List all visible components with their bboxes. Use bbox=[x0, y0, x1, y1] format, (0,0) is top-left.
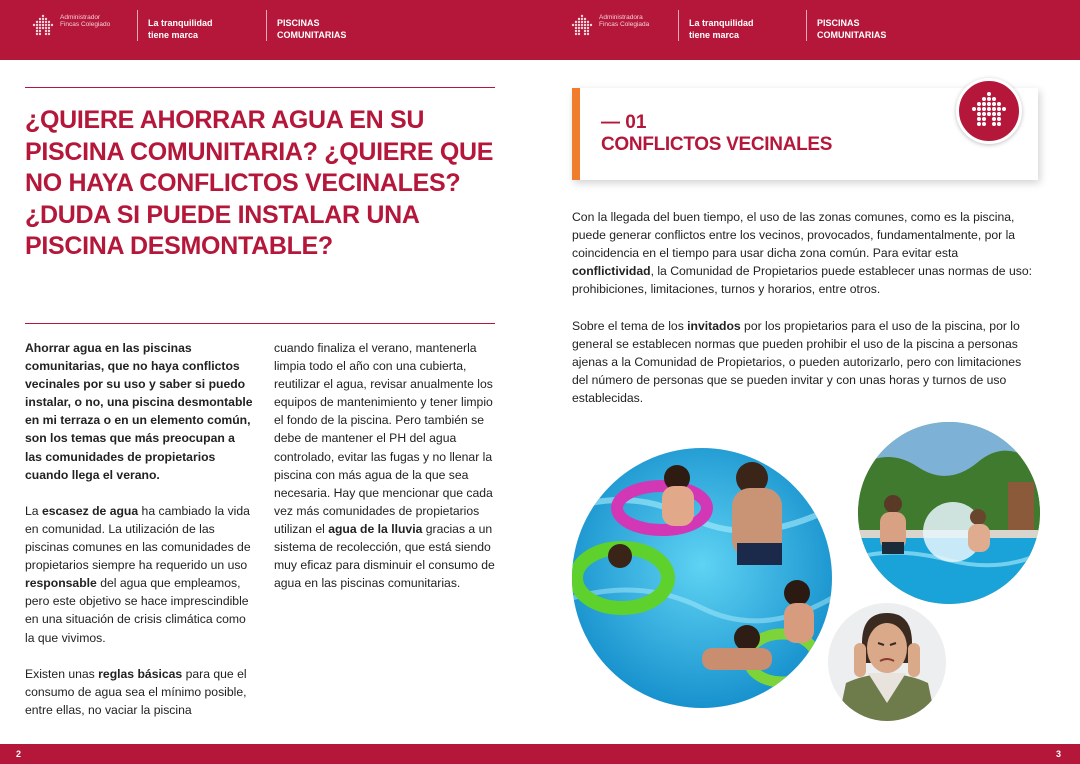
card-accent-bar bbox=[572, 88, 580, 180]
annoyed-woman-photo bbox=[828, 603, 946, 721]
page-number: 3 bbox=[1056, 749, 1062, 759]
header-section: PISCINAS COMUNITARIAS bbox=[277, 18, 347, 40]
header-tagline: La tranquilidad tiene marca bbox=[148, 18, 213, 40]
paragraph: Existen unas reglas básicas para que el consumo de agua sea el mínimo posible, entre ellas, no vaciar la piscina bbox=[25, 666, 247, 717]
paragraph: cuando finaliza el verano, mantenerla limpia todo el año con una cubierta, reutilizar el agua, revisar anualmente los equipos de mantenimiento y tener limpio el fondo de la piscina. Pero también se debe de mantener el PH del agua controlado, evitar las fugas y no llenar la piscina con más agua de la que sea necesaria. Hay que mencionar que cada vez más comunidades de propietarios utilizan el agua de la lluvia gracias a un sistema de recolección, que está siendo muy eficaz para disminuir el consumo de agua en las piscinas comunitarias. bbox=[274, 341, 495, 591]
header-divider bbox=[806, 10, 807, 41]
page-number: 2 bbox=[16, 749, 22, 759]
paragraph: La escasez de agua ha cambiado la vida en comunidad. La utilización de las piscinas comunes en las comunidades de propietarios siempre ha requerido un uso responsable del agua que empleamos, pero este objetivo se hace imprescindible en una situación de crisis climática como la que vivimos. bbox=[25, 503, 251, 645]
header-bar bbox=[0, 0, 1080, 60]
text-column-right bbox=[572, 208, 1040, 425]
section-number: — 01 bbox=[601, 112, 647, 133]
logo-left bbox=[32, 14, 120, 36]
header-divider bbox=[137, 10, 138, 41]
badge bbox=[956, 78, 1022, 144]
logo-text: Administrador Fincas Colegiado bbox=[60, 14, 111, 28]
intro-paragraph: Ahorrar agua en las piscinas comunitarias, que no haya conflictos vecinales por su uso y saber si puedo instalar, o no, una piscina desmontable en mi terraza o en un elemento común, son los temas que más preocupan a las comunidades de propietarios cuando llega el verano. bbox=[25, 341, 253, 482]
header-section: PISCINAS COMUNITARIAS bbox=[817, 18, 887, 40]
dot-grid-house-icon bbox=[32, 14, 54, 36]
section-rule bbox=[25, 323, 495, 324]
paragraph: Con la llegada del buen tiempo, el uso de las zonas comunes, como es la piscina, puede generar conflictos entre los vecinos, provocados, fundamentalmente, por la coincidencia en el tiempo para usar dicha zona común. Para evitar esta conflictividad, la Comunidad de Propietarios puede establecer unas normas de uso: prohibiciones, limitaciones, turnos y horarios, entre otros. bbox=[572, 210, 1032, 297]
top-rule bbox=[25, 87, 495, 88]
header-divider bbox=[266, 10, 267, 41]
logo-right bbox=[571, 14, 659, 36]
header-divider bbox=[678, 10, 679, 41]
dot-grid-house-icon bbox=[571, 14, 593, 36]
pool-friends-photo bbox=[572, 448, 832, 708]
text-column-2 bbox=[274, 339, 498, 610]
paragraph: Sobre el tema de los invitados por los propietarios para el uso de la piscina, por lo general se establecen normas que pueden prohibir el uso de la piscina a personas ajenas a la Comunidad de Propietarios, o pueden autorizarlo, pero con limitaciones del número de personas que se pueden invitar y con unas horas y turnos de uso establecidas. bbox=[572, 318, 1022, 405]
page-headline: ¿QUIERE AHORRAR AGUA EN SU PISCINA COMUNITARIA? ¿QUIERE QUE NO HAYA CONFLICTOS VECINALES? ¿DUDA SI PUEDE INSTALAR UNA PISCINA DESMONTABLE? bbox=[25, 106, 494, 260]
section-title: CONFLICTOS VECINALES bbox=[601, 134, 833, 155]
dot-grid-house-icon bbox=[959, 81, 1019, 141]
text-column-1 bbox=[25, 339, 253, 737]
logo-text: Administradora Fincas Colegiada bbox=[599, 14, 650, 28]
header-tagline: La tranquilidad tiene marca bbox=[689, 18, 754, 40]
pool-splash-photo bbox=[858, 422, 1040, 604]
footer-bar bbox=[0, 744, 1080, 764]
